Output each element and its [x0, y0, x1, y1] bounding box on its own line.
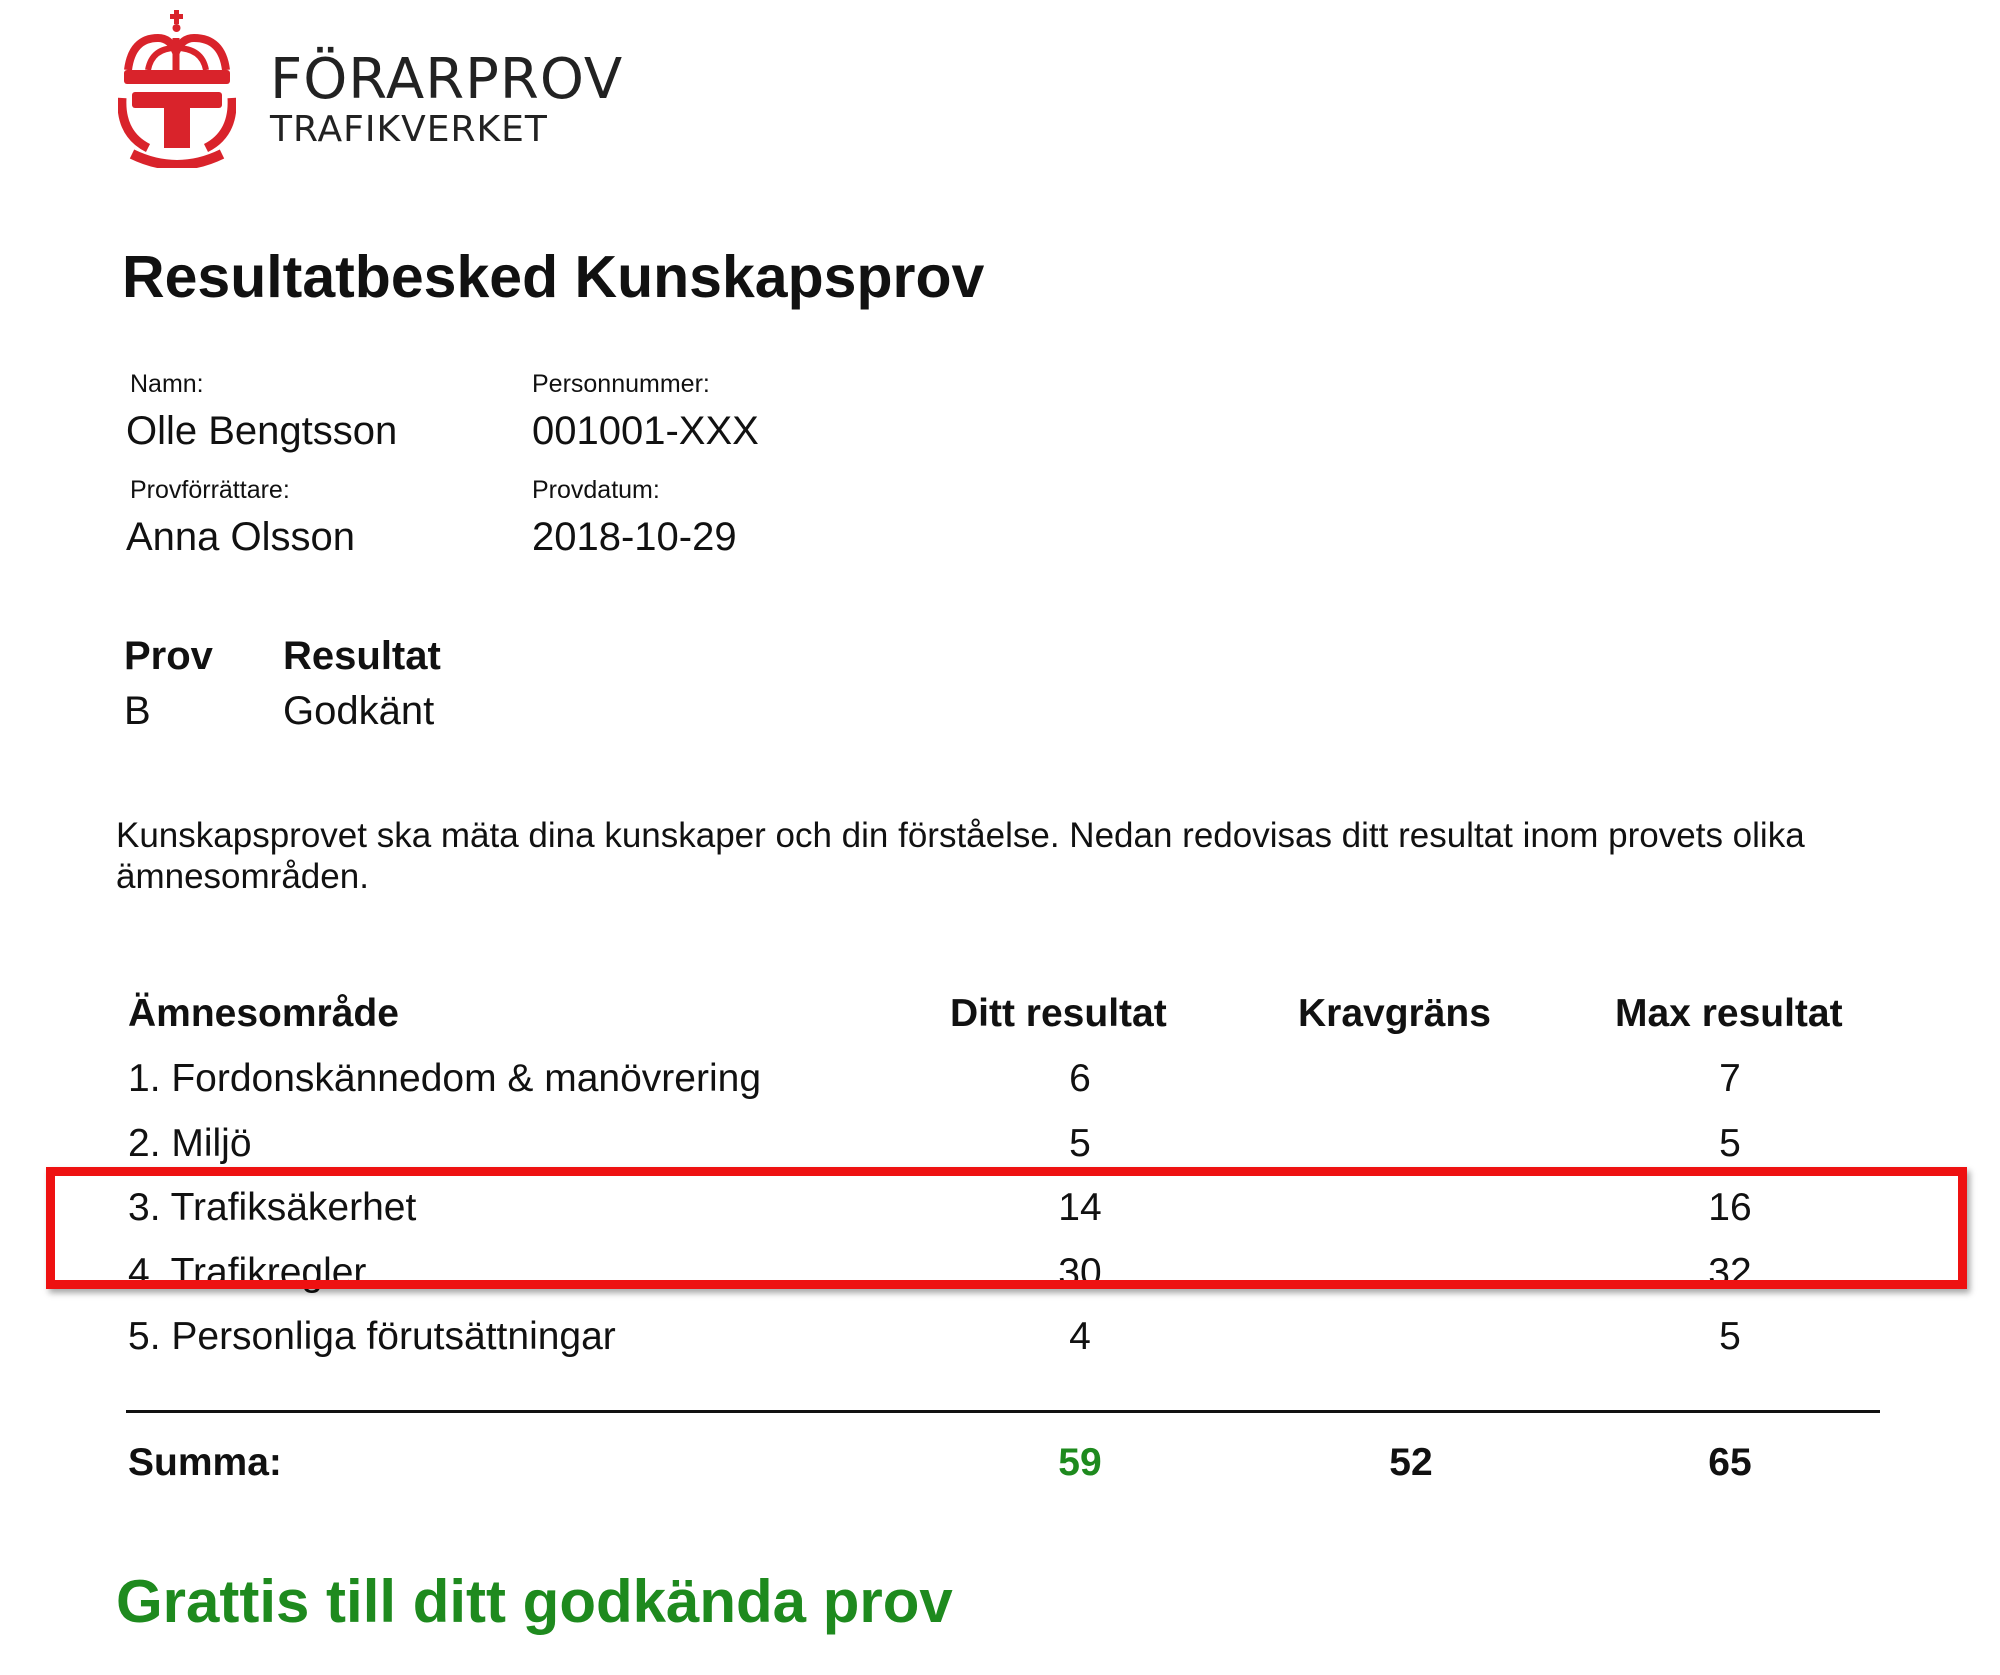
max-cell: 16 [1708, 1186, 1752, 1229]
result-cell: 4 [1069, 1315, 1091, 1358]
date-value: 2018-10-29 [532, 515, 737, 559]
sum-max: 65 [1708, 1441, 1752, 1484]
header-area: Ämnesområde [128, 992, 399, 1035]
brand-subtitle: TRAFIKVERKET [270, 109, 548, 150]
brand-name: FÖRARPROV [270, 47, 624, 112]
intro-text: Kunskapsprovet ska mäta dina kunskaper och din förståelse. Nedan redovisas ditt resultat inom provets olika ämnesområden. [116, 816, 1805, 896]
result-value: Godkänt [283, 689, 435, 733]
examiner-label: Provförrättare: [130, 476, 290, 504]
name-label: Namn: [130, 370, 204, 398]
date-label: Provdatum: [532, 476, 660, 504]
result-cell: 6 [1069, 1057, 1091, 1100]
area-cell: 5. Personliga förutsättningar [128, 1315, 616, 1358]
max-cell: 5 [1719, 1315, 1741, 1358]
area-cell: 3. Trafiksäkerhet [128, 1186, 417, 1229]
area-cell: 1. Fordonskännedom & manövrering [128, 1057, 762, 1100]
sum-limit: 52 [1389, 1441, 1433, 1484]
personnummer-label: Personnummer: [532, 370, 710, 398]
max-cell: 5 [1719, 1122, 1741, 1165]
area-cell: 4. Trafikregler [128, 1251, 367, 1294]
congrats-message: Grattis till ditt godkända prov [116, 1568, 953, 1635]
max-cell: 7 [1719, 1057, 1741, 1100]
sum-result: 59 [1058, 1441, 1102, 1484]
name-value: Olle Bengtsson [126, 409, 398, 453]
header-max: Max resultat [1615, 992, 1843, 1035]
sum-divider [126, 1410, 1880, 1413]
highlight-box [46, 1167, 1967, 1289]
trafikverket-logo-icon [118, 8, 236, 168]
sum-label: Summa: [128, 1441, 282, 1484]
max-cell: 32 [1708, 1251, 1752, 1294]
prov-value: B [124, 689, 151, 733]
personnummer-value: 001001-XXX [532, 409, 759, 453]
header-result: Ditt resultat [950, 992, 1167, 1035]
result-cell: 5 [1069, 1122, 1091, 1165]
result-header: Resultat [283, 634, 441, 678]
result-cell: 30 [1058, 1251, 1102, 1294]
prov-header: Prov [124, 634, 213, 678]
header-limit: Kravgräns [1298, 992, 1491, 1035]
page-title: Resultatbesked Kunskapsprov [122, 244, 985, 310]
result-cell: 14 [1058, 1186, 1102, 1229]
area-cell: 2. Miljö [128, 1122, 252, 1165]
examiner-value: Anna Olsson [126, 515, 356, 559]
